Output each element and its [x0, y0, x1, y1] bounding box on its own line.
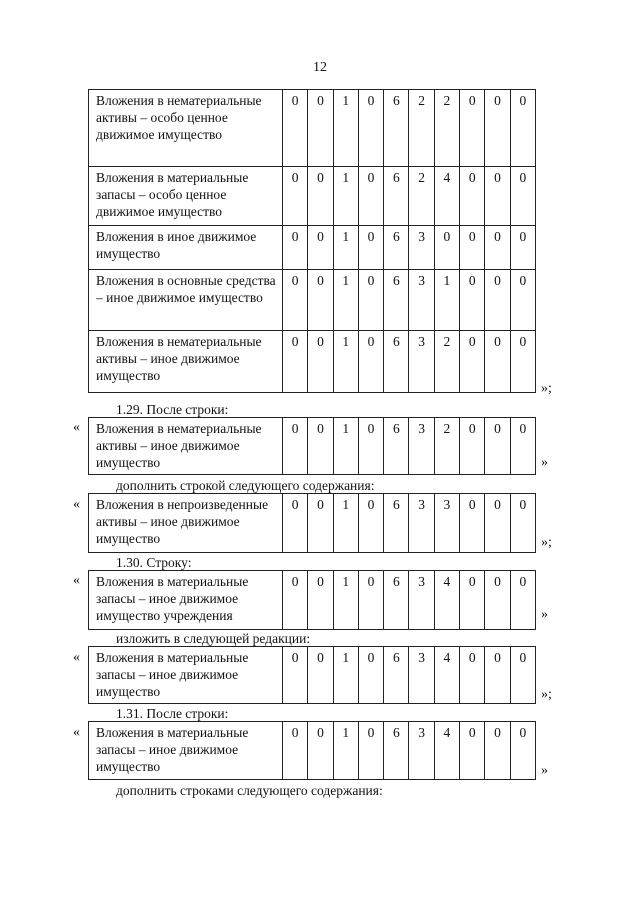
code-digit: 0	[510, 226, 535, 270]
table-row	[89, 270, 536, 331]
code-digit: 2	[434, 331, 459, 393]
code-digit: 3	[409, 722, 434, 780]
opening-quote: «	[73, 420, 80, 435]
code-digit: 0	[485, 418, 510, 475]
code-digit: 0	[283, 167, 308, 226]
closing-quote-semicolon: »;	[541, 687, 552, 702]
code-digit: 0	[510, 90, 535, 167]
code-digit: 3	[434, 494, 459, 553]
opening-quote: «	[73, 650, 80, 665]
code-digit: 1	[333, 331, 358, 393]
code-digit: 0	[308, 571, 333, 630]
code-digit: 0	[283, 331, 308, 393]
code-digit: 0	[434, 226, 459, 270]
table-row	[89, 722, 536, 780]
instruction-restate: изложить в следующей редакции:	[116, 631, 311, 646]
code-digit: 0	[510, 270, 535, 331]
code-digit: 0	[460, 647, 485, 704]
code-digit: 6	[384, 722, 409, 780]
code-digit: 0	[460, 722, 485, 780]
code-digit: 0	[308, 331, 333, 393]
table-row	[89, 647, 536, 704]
row-label: Вложения в непроизведенные активы – иное движимое имущество	[89, 494, 283, 553]
code-digit: 0	[308, 90, 333, 167]
code-digit: 0	[308, 722, 333, 780]
code-digit: 1	[333, 571, 358, 630]
code-digit: 0	[283, 90, 308, 167]
code-digit: 0	[283, 494, 308, 553]
code-digit: 1	[434, 270, 459, 331]
code-digit: 0	[283, 647, 308, 704]
closing-quote: »	[541, 607, 548, 622]
code-digit: 1	[333, 226, 358, 270]
code-digit: 0	[358, 647, 383, 704]
code-digit: 0	[510, 722, 535, 780]
code-digit: 0	[308, 418, 333, 475]
table-row	[89, 226, 536, 270]
code-digit: 0	[358, 331, 383, 393]
code-digit: 0	[283, 418, 308, 475]
code-digit: 0	[308, 167, 333, 226]
row-label: Вложения в нематериальные активы – иное движимое имущество	[89, 418, 283, 475]
code-digit: 0	[358, 226, 383, 270]
code-digit: 6	[384, 331, 409, 393]
code-digit: 2	[409, 90, 434, 167]
code-digit: 0	[283, 270, 308, 331]
code-digit: 0	[485, 647, 510, 704]
code-digit: 0	[308, 270, 333, 331]
code-digit: 0	[460, 90, 485, 167]
code-digit: 0	[358, 167, 383, 226]
code-digit: 0	[485, 494, 510, 553]
code-digit: 6	[384, 270, 409, 331]
code-digit: 0	[460, 494, 485, 553]
code-digit: 0	[460, 226, 485, 270]
code-digit: 4	[434, 571, 459, 630]
code-digit: 0	[358, 722, 383, 780]
section-heading-1-30: 1.30. Строку:	[116, 555, 192, 570]
code-digit: 2	[434, 90, 459, 167]
code-digit: 2	[434, 418, 459, 475]
row-label: Вложения в материальные запасы – иное движимое имущество учреждения	[89, 571, 283, 630]
code-digit: 1	[333, 167, 358, 226]
instruction-supplement-rows: дополнить строками следующего содержания:	[116, 783, 383, 798]
code-digit: 0	[460, 571, 485, 630]
code-digit: 0	[485, 167, 510, 226]
code-digit: 6	[384, 167, 409, 226]
code-digit: 3	[409, 270, 434, 331]
code-digit: 0	[510, 167, 535, 226]
code-digit: 0	[308, 647, 333, 704]
code-digit: 0	[485, 571, 510, 630]
code-digit: 6	[384, 418, 409, 475]
row-label: Вложения в иное движимое имущество	[89, 226, 283, 270]
code-digit: 3	[409, 331, 434, 393]
code-digit: 0	[283, 226, 308, 270]
code-digit: 0	[358, 494, 383, 553]
row-label: Вложения в материальные запасы – иное движимое имущество	[89, 647, 283, 704]
table-row	[89, 571, 536, 630]
code-digit: 0	[460, 418, 485, 475]
code-digit: 0	[510, 647, 535, 704]
code-digit: 4	[434, 167, 459, 226]
code-table-after-row	[88, 417, 536, 475]
code-digit: 0	[485, 226, 510, 270]
code-digit: 1	[333, 722, 358, 780]
row-label: Вложения в материальные запасы – особо ценное движимое имущество	[89, 167, 283, 226]
code-digit: 0	[510, 494, 535, 553]
code-digit: 0	[510, 418, 535, 475]
table-row	[89, 90, 536, 167]
code-digit: 0	[358, 571, 383, 630]
row-label: Вложения в нематериальные активы – иное движимое имущество	[89, 331, 283, 393]
table-row	[89, 331, 536, 393]
code-digit: 0	[485, 722, 510, 780]
code-digit: 0	[485, 331, 510, 393]
opening-quote: «	[73, 573, 80, 588]
closing-quote: »	[541, 763, 548, 778]
code-digit: 2	[409, 167, 434, 226]
code-digit: 0	[308, 494, 333, 553]
code-digit: 1	[333, 647, 358, 704]
code-digit: 6	[384, 226, 409, 270]
section-heading-1-31: 1.31. После строки:	[116, 706, 229, 721]
code-digit: 0	[358, 418, 383, 475]
code-digit: 0	[460, 167, 485, 226]
instruction-supplement: дополнить строкой следующего содержания:	[116, 478, 375, 493]
code-digit: 0	[283, 722, 308, 780]
code-digit: 0	[510, 331, 535, 393]
opening-quote: «	[73, 497, 80, 512]
code-digit: 3	[409, 418, 434, 475]
code-digit: 0	[460, 270, 485, 331]
row-label: Вложения в нематериальные активы – особо ценное движимое имущество	[89, 90, 283, 167]
code-digit: 3	[409, 647, 434, 704]
table-row	[89, 167, 536, 226]
code-digit: 0	[358, 270, 383, 331]
code-digit: 6	[384, 90, 409, 167]
code-digit: 6	[384, 494, 409, 553]
code-digit: 0	[510, 571, 535, 630]
code-digit: 3	[409, 571, 434, 630]
code-digit: 3	[409, 226, 434, 270]
code-table-new-row	[88, 646, 536, 704]
table-row	[89, 418, 536, 475]
code-digit: 1	[333, 494, 358, 553]
code-digit: 0	[358, 90, 383, 167]
code-digit: 4	[434, 647, 459, 704]
closing-quote-semicolon: »;	[541, 381, 552, 396]
code-digit: 1	[333, 90, 358, 167]
code-digit: 6	[384, 647, 409, 704]
code-table-after-row-2	[88, 721, 536, 780]
code-digit: 4	[434, 722, 459, 780]
opening-quote: «	[73, 725, 80, 740]
closing-quote-semicolon: »;	[541, 535, 552, 550]
code-digit: 0	[308, 226, 333, 270]
row-label: Вложения в основные средства – иное движимое имущество	[89, 270, 283, 331]
page-number: 12	[313, 60, 327, 75]
code-digit: 1	[333, 270, 358, 331]
code-table-supplement	[88, 493, 536, 553]
code-digit: 0	[283, 571, 308, 630]
section-heading-1-29: 1.29. После строки:	[116, 402, 229, 417]
code-table-continuation	[88, 89, 536, 393]
code-digit: 3	[409, 494, 434, 553]
code-digit: 1	[333, 418, 358, 475]
code-digit: 0	[485, 270, 510, 331]
table-row	[89, 494, 536, 553]
code-table-old-row	[88, 570, 536, 630]
closing-quote: »	[541, 455, 548, 470]
code-digit: 0	[485, 90, 510, 167]
row-label: Вложения в материальные запасы – иное движимое имущество	[89, 722, 283, 780]
code-digit: 6	[384, 571, 409, 630]
code-digit: 0	[460, 331, 485, 393]
